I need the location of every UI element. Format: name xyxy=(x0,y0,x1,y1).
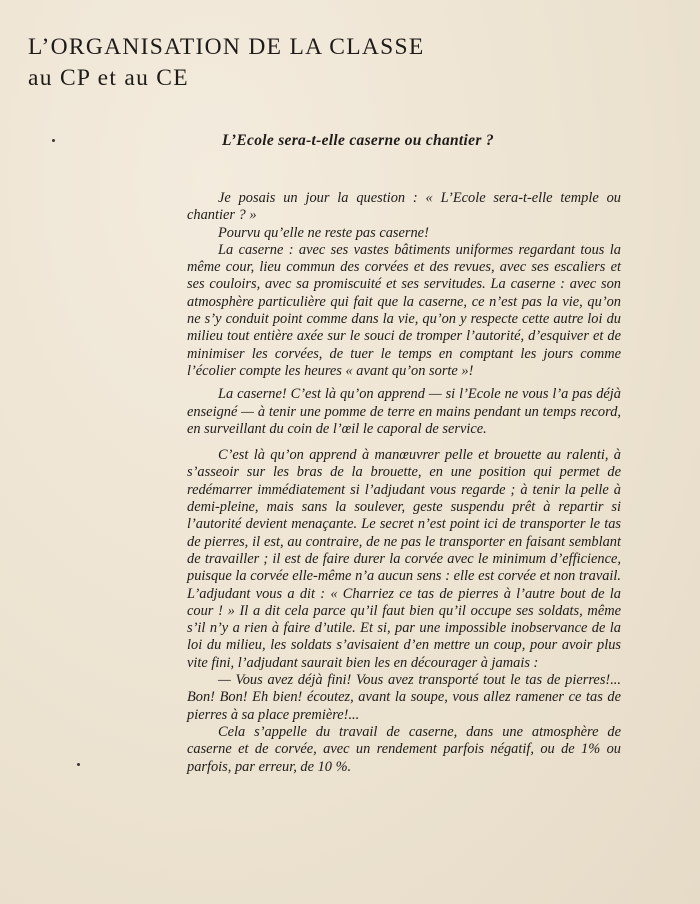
paragraph: Pourvu qu’elle ne reste pas caserne! xyxy=(218,224,429,241)
paragraph: — Vous avez déjà fini! Vous avez transporté tout le tas de pierres!... Bon! Bon! Eh bien! écoutez, avant la soupe, vous allez ramener ce tas de pierres à sa place première!... xyxy=(187,672,621,723)
article-body xyxy=(187,190,621,776)
paragraph: Cela s’appelle du travail de caserne, dans une atmosphère de caserne et de corvée, avec un rendement parfois négatif, ou de 1% ou parfois, par erreur, de 10 %. xyxy=(187,723,621,775)
paragraph: Je posais un jour la question : « L’Ecole sera-t-elle temple ou chantier ? » xyxy=(187,190,621,224)
paragraph: C’est là qu’on apprend à manœuvrer pelle et brouette au ralenti, à s’asseoir sur les bras de la brouette, en une position qui permet de redémarrer immédiatement si l’adjudant vous regarde ; à tenir la pelle à demi-pleine, mais sans la soulever, geste suspendu prêt à repartir si l’autorité devient menaçante. Le secret n’est point ici de transporter le tas de pierres, il est, au contraire, de ne pas le transporter en faisant semblant de travailler ; il est de faire durer la corvée avec le minimum d’efficience, puisque la corvée elle-même n’a aucun sens : elle est corvée et non travail. L’adjudant vous a dit : « Charriez ce tas de pierres à l’autre bout de la cour ! » Il a dit cela parce qu’il faut bien qu’il occupe ses soldats, même s’il n’y a rien à faire d’utile. Et si, par une impossible inobservance de la loi du milieu, les soldats s’avisaient d’en mettre un coup, pour avoir plus vite fini, l’adjudant saurait bien les en décourager à jamais : xyxy=(187,447,621,671)
paragraph: La caserne : avec ses vastes bâtiments uniformes regardant tous la même cour, lieu commun des corvées et des revues, avec ses escaliers et ses couloirs, avec sa promiscuité et ses servitudes. La caserne : avec son atmosphère particulière qui fait que la caserne, ce n’est pas la vie, qu’on ne s’y conduit point comme dans la vie, qu’on y respecte cette autre loi du milieu tout entière axée sur le souci de tromper l’autorité, d’esquiver et de minimiser les corvées, de tuer le temps en comptant les jours comme l’écolier compte les heures « avant qu’on sorte »! xyxy=(187,241,621,379)
paper-speck xyxy=(52,139,55,142)
paper-speck xyxy=(77,763,80,766)
header-subtitle: au CP et au CE xyxy=(28,65,189,91)
article-title: L’Ecole sera-t-elle caserne ou chantier ? xyxy=(222,132,494,149)
paragraph: La caserne! C’est là qu’on apprend — si l’Ecole ne vous l’a pas déjà enseigné — à tenir une pomme de terre en mains pendant un temps record, en surveillant du coin de l’œil le caporal de service. xyxy=(187,386,621,437)
page-header xyxy=(28,33,425,92)
header-title: L’ORGANISATION DE LA CLASSE xyxy=(28,34,425,60)
